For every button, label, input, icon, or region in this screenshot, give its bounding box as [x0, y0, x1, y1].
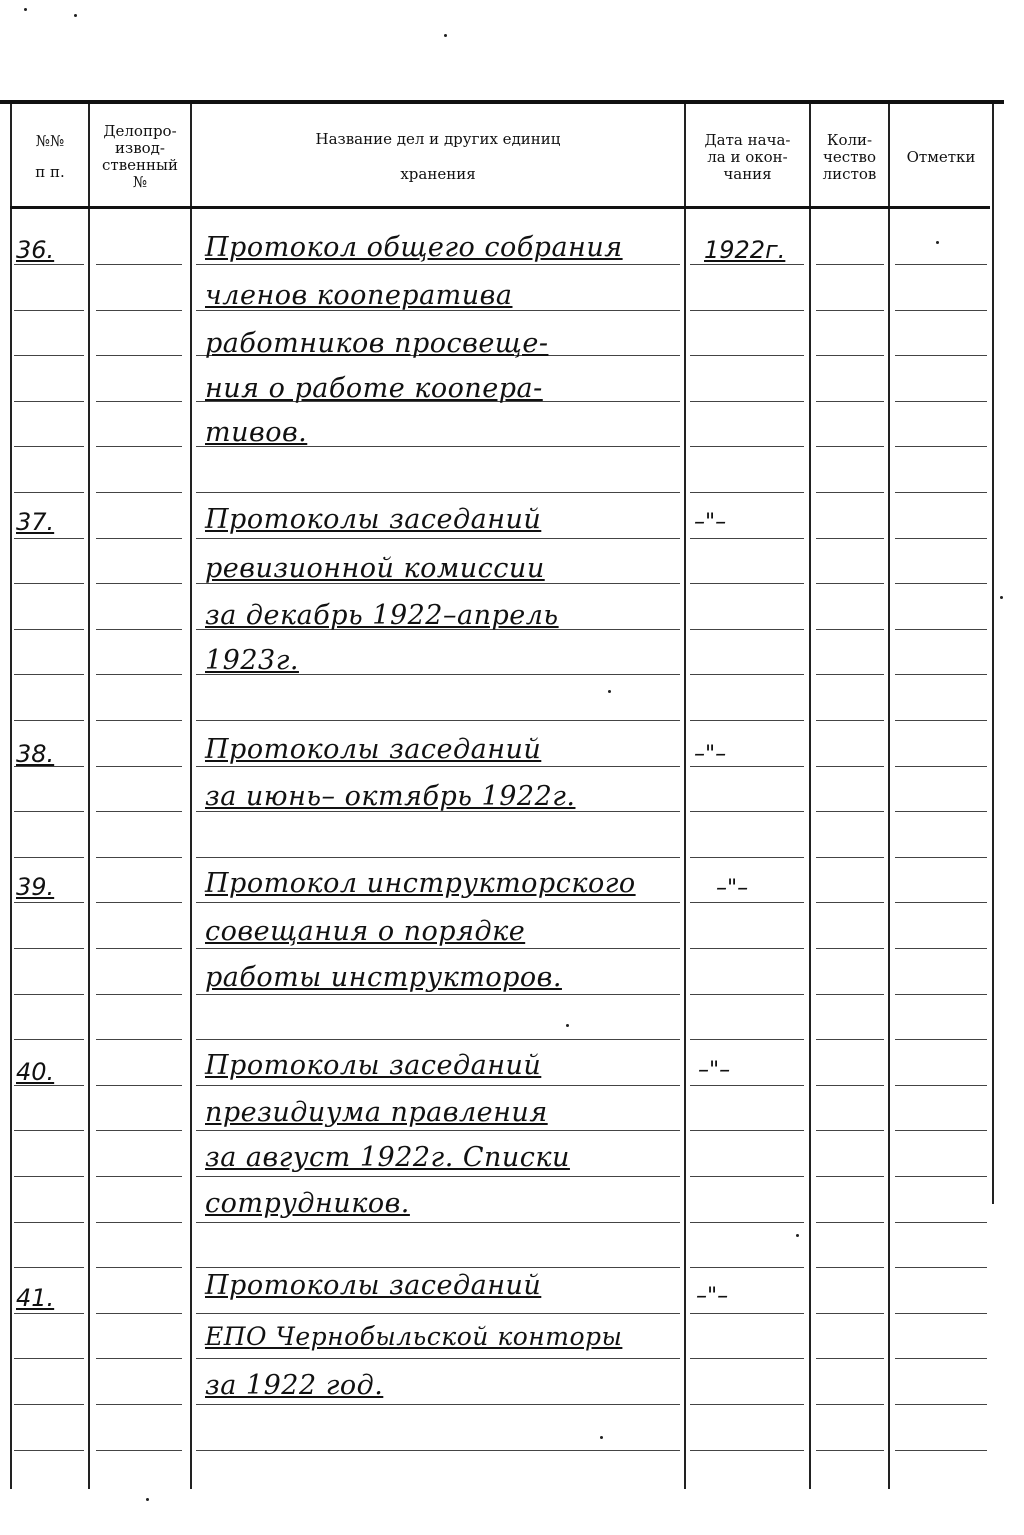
ruled-line	[14, 492, 84, 493]
ruled-line	[816, 1404, 884, 1405]
ruled-line	[14, 1404, 84, 1405]
entry-title-line: Протокол инструкторского	[205, 868, 636, 899]
ruled-line	[690, 902, 804, 903]
ruled-line	[690, 401, 804, 402]
entry-title-line: тивов.	[205, 417, 308, 448]
scan-speck	[24, 8, 27, 11]
scan-speck	[796, 1234, 799, 1237]
ruled-line	[96, 1313, 182, 1314]
ruled-line	[690, 264, 804, 265]
ruled-line	[14, 1222, 84, 1223]
ruled-line	[196, 1358, 680, 1359]
entry-title-line: ревизионной комиссии	[205, 553, 545, 584]
ruled-line	[96, 857, 182, 858]
ruled-line	[690, 355, 804, 356]
ruled-line	[96, 1222, 182, 1223]
ruled-line	[96, 538, 182, 539]
ruled-line	[895, 1130, 987, 1131]
ruled-line	[196, 1450, 680, 1451]
ruled-line	[816, 1313, 884, 1314]
ruled-line	[14, 1267, 84, 1268]
ruled-line	[816, 1085, 884, 1086]
ruled-line	[895, 1085, 987, 1086]
header-notes: Отметки	[906, 147, 976, 166]
ruled-line	[816, 538, 884, 539]
ruled-line	[895, 720, 987, 721]
col-line-title	[684, 104, 686, 1489]
ruled-line	[96, 1450, 182, 1451]
ruled-line	[895, 264, 987, 265]
ruled-line	[690, 1039, 804, 1040]
entry-number: 40.	[16, 1058, 55, 1086]
ruled-line	[196, 902, 680, 903]
ruled-line	[96, 446, 182, 447]
entry-title-line: Протоколы заседаний	[205, 1270, 542, 1301]
ruled-line	[690, 674, 804, 675]
ruled-line	[196, 1404, 680, 1405]
entry-title-line: членов кооператива	[205, 280, 513, 311]
ruled-line	[895, 811, 987, 812]
ruled-line	[816, 446, 884, 447]
ruled-line	[690, 1450, 804, 1451]
scan-speck	[444, 34, 447, 37]
ruled-line	[96, 674, 182, 675]
ruled-line	[96, 629, 182, 630]
ruled-line	[816, 1222, 884, 1223]
col-line-count	[888, 104, 890, 1489]
ruled-line	[96, 948, 182, 949]
table-top-border	[0, 100, 1004, 104]
ruled-line	[196, 948, 680, 949]
entry-title-line: ЕПО Чернобыльской конторы	[205, 1322, 623, 1351]
ruled-line	[196, 492, 680, 493]
ruled-line	[196, 1039, 680, 1040]
entry-title-line: Протоколы заседаний	[205, 504, 542, 535]
ruled-line	[196, 720, 680, 721]
ruled-line	[96, 1358, 182, 1359]
ruled-line	[96, 401, 182, 402]
entry-title-line: ния о работе коопера-	[205, 373, 543, 404]
ruled-line	[96, 766, 182, 767]
header-title: Название дел и других единиц хранения	[315, 130, 561, 183]
ruled-line	[816, 1039, 884, 1040]
ruled-line	[895, 310, 987, 311]
entry-title-line: 1923г.	[205, 645, 299, 676]
ruled-line	[895, 629, 987, 630]
ruled-line	[196, 1222, 680, 1223]
ruled-line	[816, 355, 884, 356]
ruled-line	[690, 994, 804, 995]
ruled-line	[14, 1039, 84, 1040]
ruled-line	[895, 1450, 987, 1451]
ruled-line	[96, 355, 182, 356]
entry-title-line: президиума правления	[205, 1097, 548, 1128]
col-line-right	[992, 104, 994, 1204]
col-line-left	[10, 104, 12, 1489]
entry-title-line: сотрудников.	[205, 1188, 410, 1219]
ruled-line	[96, 1085, 182, 1086]
ruled-line	[96, 811, 182, 812]
ruled-line	[96, 492, 182, 493]
ruled-line	[895, 1404, 987, 1405]
ruled-line	[690, 1085, 804, 1086]
ruled-line	[96, 264, 182, 265]
entry-title-line: Протокол общего собрания	[205, 232, 623, 263]
scan-speck	[1000, 596, 1003, 599]
header-number: №№ п п.	[35, 132, 65, 181]
ruled-line	[14, 811, 84, 812]
ruled-line	[816, 583, 884, 584]
entry-title-line: за июнь– октябрь 1922г.	[205, 781, 576, 812]
ruled-line	[14, 538, 84, 539]
entry-title-line: за декабрь 1922–апрель	[205, 600, 559, 631]
ruled-line	[690, 948, 804, 949]
ruled-line	[196, 1267, 680, 1268]
header-office-number: Делопро- извод- ственный №	[102, 122, 178, 191]
ruled-line	[816, 1450, 884, 1451]
ruled-line	[196, 1130, 680, 1131]
ruled-line	[895, 902, 987, 903]
ruled-line	[690, 492, 804, 493]
ruled-line	[895, 583, 987, 584]
entry-title-line: Протоколы заседаний	[205, 734, 542, 765]
entry-date-ditto: –"–	[694, 510, 727, 535]
entry-number: 37.	[16, 508, 55, 536]
ruled-line	[96, 1130, 182, 1131]
ruled-line	[895, 1267, 987, 1268]
ruled-line	[690, 538, 804, 539]
ruled-line	[14, 1176, 84, 1177]
ruled-line	[96, 1176, 182, 1177]
ruled-line	[895, 538, 987, 539]
ruled-line	[690, 583, 804, 584]
ruled-line	[14, 583, 84, 584]
ruled-line	[14, 264, 84, 265]
scan-speck	[936, 241, 939, 244]
ruled-line	[96, 583, 182, 584]
entry-number: 39.	[16, 873, 55, 901]
ruled-line	[14, 629, 84, 630]
entry-date-ditto: –"–	[716, 876, 749, 901]
ruled-line	[895, 1222, 987, 1223]
ruled-line	[816, 902, 884, 903]
ruled-line	[196, 766, 680, 767]
scan-speck	[74, 14, 77, 17]
scan-speck	[146, 1498, 149, 1501]
ruled-line	[690, 1267, 804, 1268]
entry-date-ditto: –"–	[694, 742, 727, 767]
col-line-dates	[809, 104, 811, 1489]
ruled-line	[196, 1313, 680, 1314]
ruled-line	[816, 948, 884, 949]
ruled-line	[895, 1039, 987, 1040]
ruled-line	[196, 857, 680, 858]
ruled-line	[690, 1130, 804, 1131]
ruled-line	[816, 401, 884, 402]
ruled-line	[690, 1358, 804, 1359]
entry-number: 38.	[16, 740, 55, 768]
ruled-line	[14, 720, 84, 721]
scan-speck	[566, 1024, 569, 1027]
ruled-line	[96, 1404, 182, 1405]
ruled-line	[196, 1176, 680, 1177]
header-sheet-count: Коли- чество листов	[822, 130, 877, 183]
entry-title-line: работы инструкторов.	[205, 962, 562, 993]
scan-speck	[600, 1436, 603, 1439]
ruled-line	[96, 902, 182, 903]
ruled-line	[895, 446, 987, 447]
entry-number: 36.	[16, 236, 55, 264]
ruled-line	[14, 1130, 84, 1131]
ruled-line	[895, 674, 987, 675]
ruled-line	[816, 994, 884, 995]
col-line-num	[88, 104, 90, 1489]
entry-title-line: за 1922 год.	[205, 1370, 384, 1401]
ruled-line	[690, 629, 804, 630]
ruled-line	[14, 1313, 84, 1314]
ruled-line	[816, 1358, 884, 1359]
ruled-line	[96, 994, 182, 995]
ruled-line	[895, 492, 987, 493]
ruled-line	[690, 1222, 804, 1223]
ruled-line	[96, 310, 182, 311]
ruled-line	[690, 1404, 804, 1405]
ruled-line	[816, 766, 884, 767]
entry-title-line: Протоколы заседаний	[205, 1050, 542, 1081]
ruled-line	[895, 766, 987, 767]
ruled-line	[895, 994, 987, 995]
header-bottom-border	[10, 206, 990, 209]
ruled-line	[816, 1176, 884, 1177]
ruled-line	[196, 994, 680, 995]
scan-speck	[608, 690, 611, 693]
ruled-line	[816, 492, 884, 493]
ruled-line	[690, 811, 804, 812]
ruled-line	[14, 310, 84, 311]
entry-title-line: за август 1922г. Списки	[205, 1142, 570, 1173]
ruled-line	[14, 994, 84, 995]
ruled-line	[690, 446, 804, 447]
ruled-line	[690, 720, 804, 721]
ruled-line	[895, 948, 987, 949]
ruled-line	[690, 857, 804, 858]
ruled-line	[816, 857, 884, 858]
ruled-line	[96, 1267, 182, 1268]
entry-date-ditto: –"–	[698, 1058, 731, 1083]
entry-date: 1922г.	[704, 236, 786, 264]
ruled-line	[14, 401, 84, 402]
ruled-line	[816, 264, 884, 265]
ruled-line	[14, 948, 84, 949]
ruled-line	[14, 902, 84, 903]
ruled-line	[690, 310, 804, 311]
ruled-line	[895, 1313, 987, 1314]
ruled-line	[816, 310, 884, 311]
ruled-line	[14, 355, 84, 356]
ruled-line	[895, 857, 987, 858]
col-line-office	[190, 104, 192, 1489]
ruled-line	[816, 629, 884, 630]
ruled-line	[816, 1130, 884, 1131]
ruled-line	[816, 811, 884, 812]
ruled-line	[96, 1039, 182, 1040]
ruled-line	[895, 401, 987, 402]
ruled-line	[196, 538, 680, 539]
ruled-line	[14, 446, 84, 447]
ruled-line	[895, 355, 987, 356]
ruled-line	[14, 857, 84, 858]
ruled-line	[14, 674, 84, 675]
ruled-line	[14, 1358, 84, 1359]
ruled-line	[816, 1267, 884, 1268]
ruled-line	[196, 264, 680, 265]
ruled-line	[690, 1176, 804, 1177]
ruled-line	[816, 720, 884, 721]
entry-title-line: совещания о порядке	[205, 916, 526, 947]
ruled-line	[14, 1450, 84, 1451]
ruled-line	[96, 720, 182, 721]
ruled-line	[816, 674, 884, 675]
ruled-line	[895, 1176, 987, 1177]
ruled-line	[690, 1313, 804, 1314]
entry-title-line: работников просвеще-	[205, 328, 549, 359]
entry-number: 41.	[16, 1284, 55, 1312]
entry-date-ditto: –"–	[696, 1284, 729, 1309]
ruled-line	[196, 1085, 680, 1086]
ruled-line	[895, 1358, 987, 1359]
header-dates: Дата нача- ла и окон- чания	[704, 130, 791, 183]
